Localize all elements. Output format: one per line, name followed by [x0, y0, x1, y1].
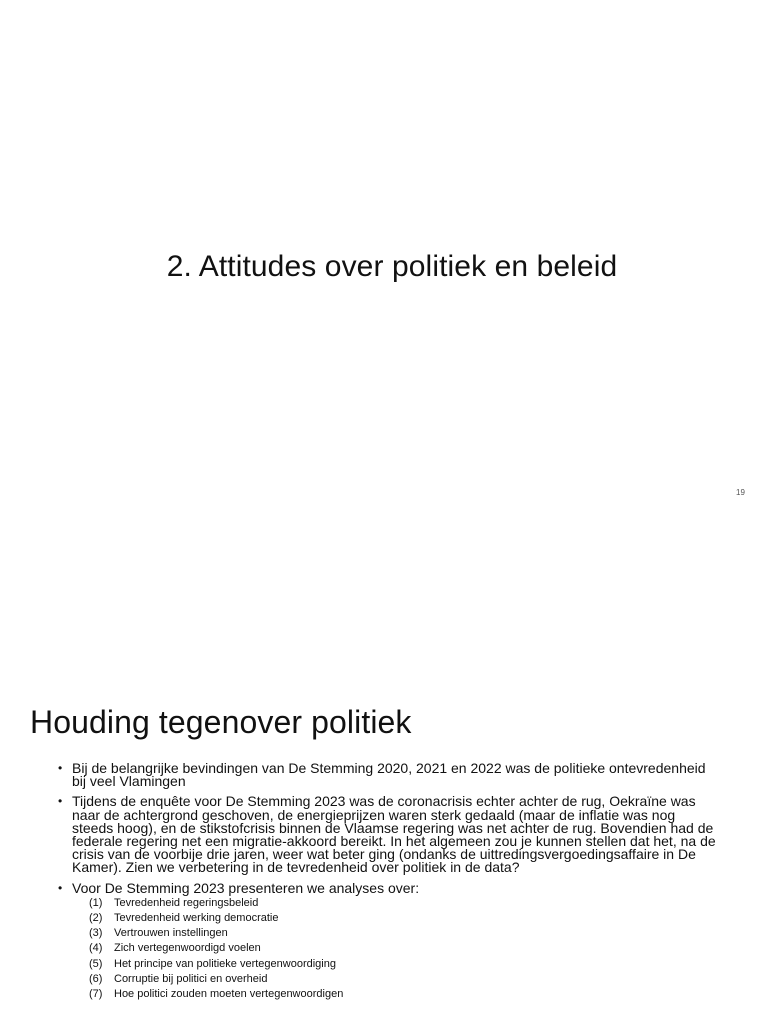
sublist-text: Tevredenheid regeringsbeleid	[114, 896, 259, 909]
sublist-number: (2)	[89, 912, 103, 925]
bullet-item	[58, 879, 718, 1003]
sublist-item	[72, 957, 718, 972]
bullet-item	[58, 795, 718, 874]
sublist-text: Hoe politici zouden moeten vertegenwoordigen	[114, 988, 344, 1001]
sublist-text: Het principe van politieke vertegenwoordiging	[114, 957, 336, 970]
sublist-item	[72, 987, 718, 1002]
bullet-icon: •	[58, 794, 63, 809]
sublist-item	[72, 896, 718, 911]
numbered-sublist	[72, 896, 718, 1002]
bullet-text: Voor De Stemming 2023 presenteren we analyses over:	[72, 879, 420, 896]
sublist-text: Zich vertegenwoordigd voelen	[114, 942, 261, 955]
slide-title: 2. Attitudes over politiek en beleid	[166, 250, 618, 283]
sublist-item	[72, 972, 718, 987]
sublist-number: (5)	[89, 957, 103, 970]
bullet-text: Bij de belangrijke bevindingen van De Stemming 2020, 2021 en 2022 was de politieke ontevredenheid bij veel Vlamingen	[72, 760, 706, 790]
bullet-item	[58, 762, 718, 788]
page-number: 19	[736, 488, 745, 497]
sublist-number: (3)	[89, 927, 103, 940]
bullet-text: Tijdens de enquête voor De Stemming 2023 was de coronacrisis echter achter de rug, Oekraïne was naar de achtergrond geschoven, de energieprijzen waren sterk gedaald (maar de inflatie was nog steeds hoog), en de stikstofcrisis binnen de Vlaamse regering was net achter de rug. Bovendien had de federale regering net een migratie-akkoord bereikt. In het algemeen zou je kunnen stellen dat het, na de crisis van de voorbije drie jaren, weer wat beter ging (ondanks de uittredingsvergoedingsaffaire in De Kamer). Zien we verbetering in de tevredenheid over politiek in de data?	[72, 793, 716, 876]
sublist-text: Corruptie bij politici en overheid	[114, 972, 268, 985]
section-heading: Houding tegenover politiek	[30, 704, 412, 740]
sublist-number: (4)	[89, 942, 103, 955]
sublist-number: (1)	[89, 896, 103, 909]
sublist-text: Vertrouwen instellingen	[114, 927, 228, 940]
bullet-icon: •	[58, 761, 63, 775]
sublist-number: (6)	[89, 972, 103, 985]
bullet-icon: •	[58, 880, 63, 895]
sublist-item	[72, 926, 718, 941]
bullet-list	[58, 762, 718, 1009]
sublist-item	[72, 941, 718, 956]
sublist-number: (7)	[89, 988, 103, 1001]
sublist-item	[72, 911, 718, 926]
sublist-text: Tevredenheid werking democratie	[114, 912, 279, 925]
